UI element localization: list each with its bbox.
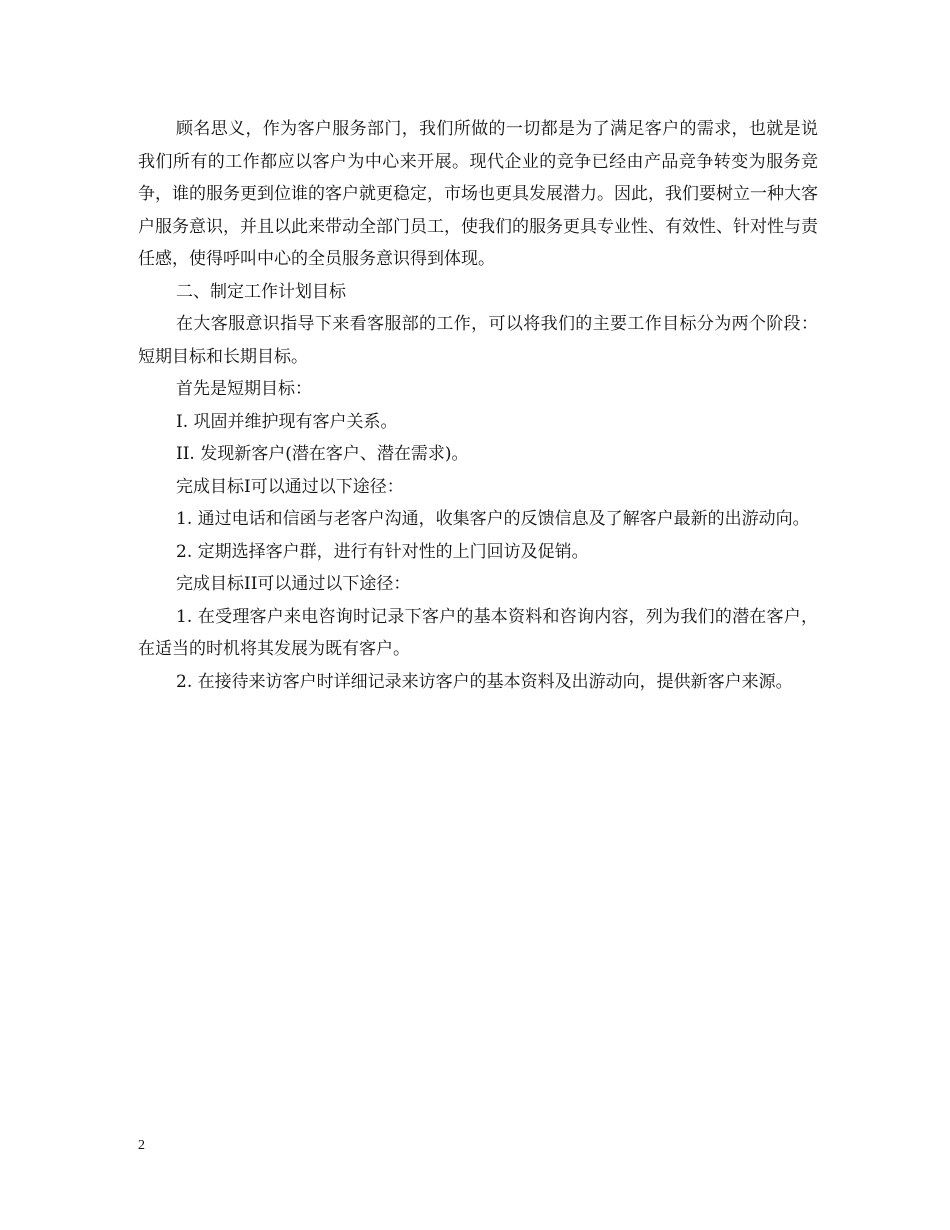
paragraph-customer-service-awareness: 顾名思义，作为客户服务部门，我们所做的一切都是为了满足客户的需求，也就是说我们所有的工作都应以客户为中心来开展。现代企业的竞争已经由产品竞争转变为服务竞争，谁的服务更到位谁的客户就更稳定，市场也更具发展潜力。因此，我们要树立一种大客户服务意识，并且以此来带动全部门员工，使我们的服务更具专业性、有效性、针对性与责任感，使得呼叫中心的全员服务意识得到体现。 — [138, 119, 818, 269]
paragraph-goal-1-methods-intro: 完成目标I可以通过以下途径： — [176, 476, 404, 497]
list-item-goal-1: I. 巩固并维护现有客户关系。 — [176, 411, 398, 432]
list-item-goal-2-method-2: 2. 在接待来访客户时详细记录来访客户的基本资料及出游动向，提供新客户来源。 — [176, 671, 793, 692]
list-item-goal-2-method-1: 1. 在受理客户来电咨询时记录下客户的基本资料和咨询内容，列为我们的潜在客户，在适当的时机将其发展为既有客户。 — [138, 606, 818, 659]
document-body — [138, 113, 818, 698]
page-number: 2 — [138, 1138, 145, 1153]
list-item-goal-1-method-1: 1. 通过电话和信函与老客户沟通，收集客户的反馈信息及了解客户最新的出游动向。 — [176, 509, 810, 529]
list-item-goal-1-method-2: 2. 定期选择客户群，进行有针对性的上门回访及促销。 — [176, 541, 589, 562]
section-heading-work-plan-goals: 二、制定工作计划目标 — [176, 281, 346, 302]
paragraph-short-term-intro: 首先是短期目标： — [176, 379, 312, 399]
paragraph-goal-stages: 在大客服意识指导下来看客服部的工作，可以将我们的主要工作目标分为两个阶段：短期目标和长期目标。 — [138, 314, 818, 367]
paragraph-goal-2-methods-intro: 完成目标II可以通过以下途径： — [176, 574, 411, 594]
list-item-goal-2: II. 发现新客户(潜在客户、潜在需求)。 — [176, 444, 469, 464]
